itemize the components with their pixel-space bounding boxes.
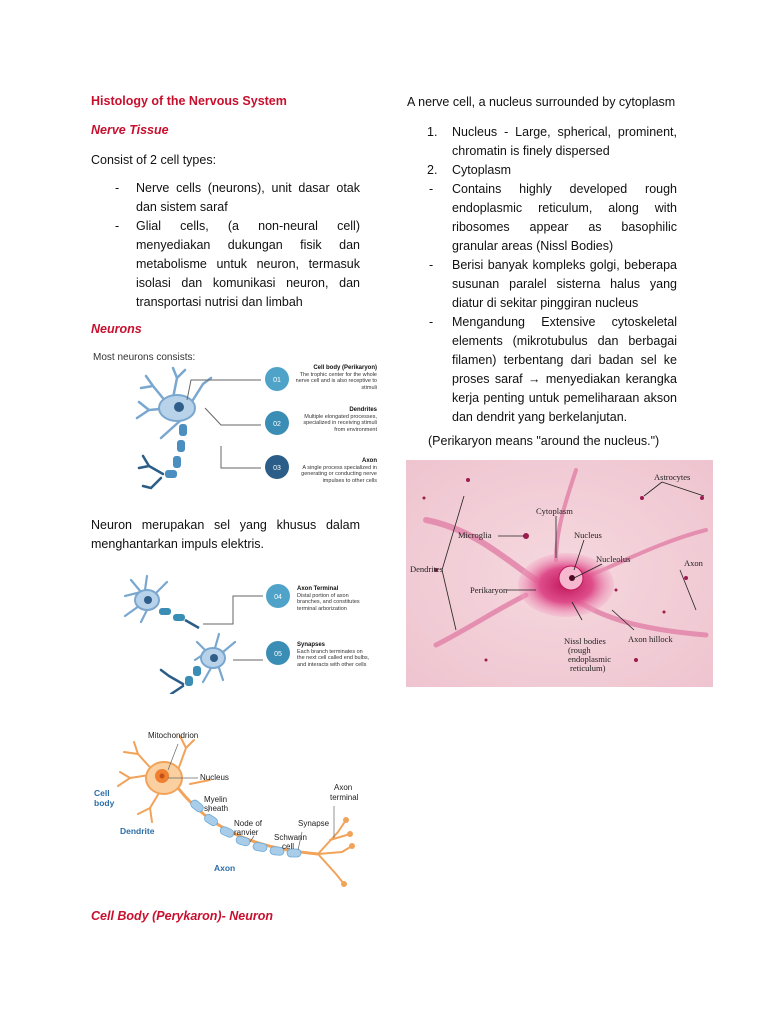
nerve-tissue-heading: Nerve Tissue bbox=[91, 123, 169, 137]
consist-text: Consist of 2 cell types: bbox=[91, 153, 217, 167]
label-dendrites: Dendrites bbox=[410, 564, 444, 574]
neuron-anatomy-diagram bbox=[90, 728, 362, 896]
list-item: - Glial cells, (a non-neural cell) menyediakan dukungan fisik dan metabolisme untuk neuron, termasuk isolasi dan komunikasi neuron, dan transportasi nutrisi dan limbah bbox=[111, 217, 360, 312]
page-title: Histology of the Nervous System bbox=[91, 94, 287, 108]
label-astrocytes: Astrocytes bbox=[654, 472, 691, 482]
list-item: - Nerve cells (neurons), unit dasar otak dan sistem saraf bbox=[111, 179, 360, 217]
label-nucleus: Nucleus bbox=[574, 530, 602, 540]
list-item: - Contains highly developed rough endoplasmic reticulum, along with ribosomes appear as basophilic granular areas (Nissl Bodies) bbox=[407, 180, 677, 256]
axon-caption: Axon A single process specialized in generating or conducting nerve impulses to other cells bbox=[301, 458, 377, 484]
label-dendrite: Dendrite bbox=[120, 826, 155, 836]
perikaryon-note: (Perikaryon means "around the nucleus.") bbox=[428, 434, 660, 448]
neuron-parts-diagram bbox=[91, 348, 381, 496]
label-perikaryon: Perikaryon bbox=[470, 585, 508, 595]
right-title: A nerve cell, a nucleus surrounded by cytoplasm bbox=[407, 95, 676, 109]
neuron-paragraph: Neuron merupakan sel yang khusus dalam menghantarkan impuls elektris. bbox=[91, 518, 360, 551]
label-axon: Axon bbox=[214, 863, 236, 873]
label-myelin: Myelin bbox=[204, 795, 228, 804]
axon-terminal-diagram bbox=[111, 572, 381, 694]
label-axon: Axon bbox=[684, 558, 703, 568]
cell-body-caption: Cell body (Perikaryon) The trophic center for the whole nerve cell and is also receptive to stimuli bbox=[295, 365, 377, 391]
list-item: - Berisi banyak kompleks golgi, beberapa susunan paralel sisterna halus yang diatur di sekitar pinggiran nucleus bbox=[407, 256, 677, 313]
label-myelin: sheath bbox=[204, 804, 229, 813]
neuron-micrograph bbox=[406, 460, 713, 687]
label-schwann: Schwann bbox=[274, 833, 307, 842]
label-axon-terminal: Axon bbox=[334, 783, 353, 792]
label-nucleolus: Nucleolus bbox=[596, 554, 631, 564]
label-synapse: Synapse bbox=[298, 819, 330, 828]
label-schwann: cell bbox=[282, 842, 295, 851]
step-number: 02 bbox=[273, 421, 281, 428]
diagram-heading: Most neurons consists: bbox=[93, 352, 196, 363]
label-cell-body: body bbox=[94, 798, 115, 808]
step-number: 05 bbox=[274, 651, 282, 658]
list-item: 1. Nucleus - Large, spherical, prominent, chromatin is finely dispersed bbox=[427, 125, 677, 158]
label-mitochondrion: Mitochondrion bbox=[148, 731, 199, 740]
label-nissl: endoplasmic bbox=[568, 654, 611, 664]
label-nissl: (rough bbox=[568, 645, 591, 655]
cell-types-list bbox=[111, 179, 360, 312]
step-number: 03 bbox=[273, 465, 281, 472]
label-nucleus: Nucleus bbox=[200, 773, 229, 782]
label-nissl: Nissl bodies bbox=[564, 636, 606, 646]
cell-parts-list bbox=[407, 123, 677, 427]
list-item: 2. Cytoplasm bbox=[427, 163, 512, 177]
label-cell-body: Cell bbox=[94, 788, 110, 798]
axon-terminal-caption: Axon Terminal Distal portion of axon branches, and constitutes terminal arborization bbox=[297, 586, 360, 612]
label-node-ranvier: ranvier bbox=[234, 828, 259, 837]
label-microglia: Microglia bbox=[458, 530, 492, 540]
label-cytoplasm: Cytoplasm bbox=[536, 506, 573, 516]
step-number: 01 bbox=[273, 377, 281, 384]
label-nissl: reticulum) bbox=[570, 663, 606, 673]
synapses-caption: Synapses Each branch terminates on the next cell called end bulbs, and interacts with other cells bbox=[297, 642, 370, 668]
list-item: - Mengandung Extensive cytoskeletal elements (mikrotubulus dan berbagai filamen) terbentang dari badan sel ke proses saraf → menyediakan kerangka kerja penting untuk pemeliharaan akson dan dendrit yang berkelanjutan. bbox=[407, 313, 677, 427]
dendrites-caption: Dendrites Multiple elongated processes, specialized in receiving stimuli from environment bbox=[303, 407, 377, 433]
neurons-heading: Neurons bbox=[91, 322, 142, 336]
label-axon-hillock: Axon hillock bbox=[628, 634, 673, 644]
label-axon-terminal: terminal bbox=[330, 793, 359, 802]
cell-body-heading: Cell Body (Perykaron)- Neuron bbox=[91, 909, 273, 923]
step-number: 04 bbox=[274, 594, 282, 601]
label-node-ranvier: Node of bbox=[234, 819, 263, 828]
